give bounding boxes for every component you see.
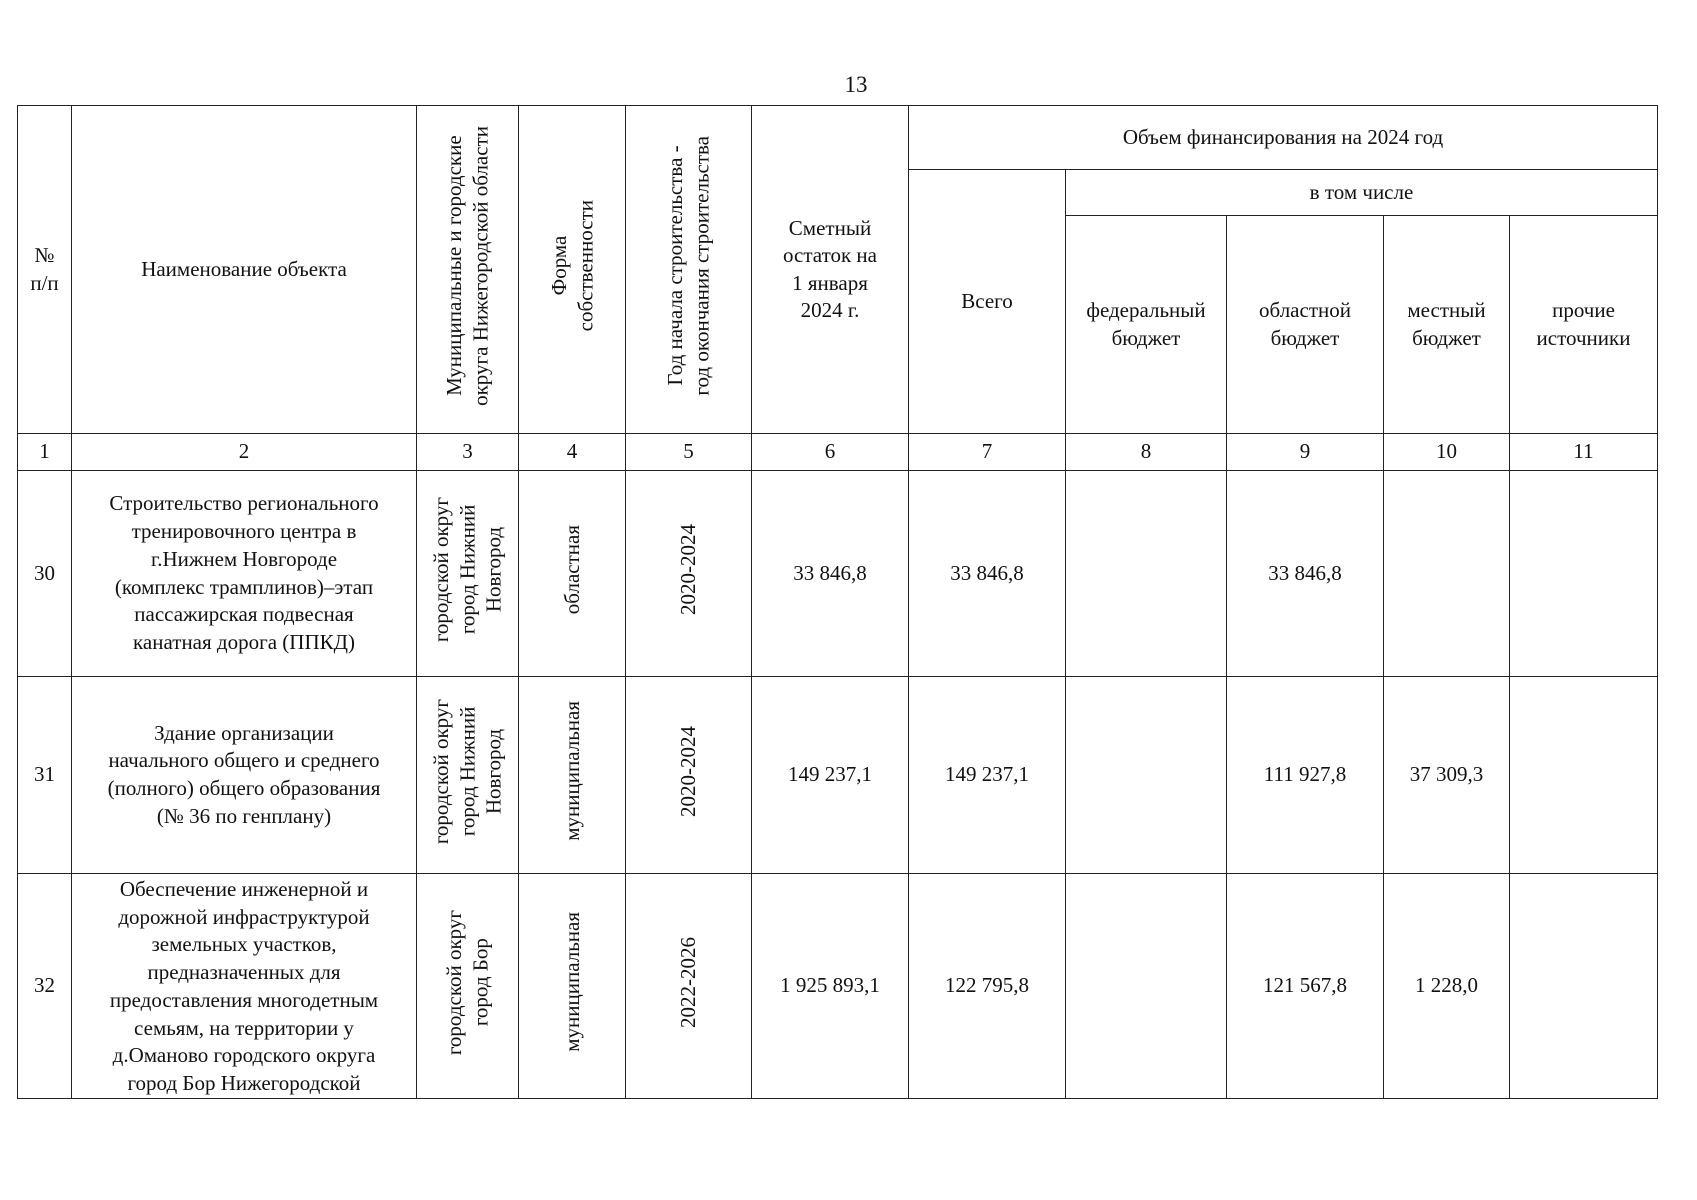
header-estimate-balance: Сметный остаток на 1 января 2024 г. xyxy=(752,106,909,434)
estimate-cell: 33 846,8 xyxy=(752,471,909,677)
column-number: 2 xyxy=(72,434,417,471)
header-including: в том числе xyxy=(1066,170,1658,216)
municipality-cell: городской округ город Бор xyxy=(417,874,519,1099)
local-cell: 37 309,3 xyxy=(1384,677,1510,874)
column-number: 10 xyxy=(1384,434,1510,471)
construction-funding-table xyxy=(17,105,1658,1099)
header-construction-years: Год начала строительства - год окончания строительства xyxy=(626,106,752,434)
column-number: 1 xyxy=(18,434,72,471)
row-number: 31 xyxy=(18,677,72,874)
total-cell: 122 795,8 xyxy=(909,874,1066,1099)
other-cell xyxy=(1510,874,1658,1099)
table-row xyxy=(18,874,1658,1099)
estimate-cell: 1 925 893,1 xyxy=(752,874,909,1099)
column-number: 7 xyxy=(909,434,1066,471)
header-total: Всего xyxy=(909,170,1066,434)
local-cell: 1 228,0 xyxy=(1384,874,1510,1099)
column-number-row xyxy=(18,434,1658,471)
years-cell: 2020-2024 xyxy=(626,471,752,677)
column-number: 5 xyxy=(626,434,752,471)
header-federal-budget: федеральный бюджет xyxy=(1066,216,1227,434)
federal-cell xyxy=(1066,874,1227,1099)
column-number: 4 xyxy=(519,434,626,471)
federal-cell xyxy=(1066,471,1227,677)
ownership-cell: муниципальная xyxy=(519,874,626,1099)
column-number: 9 xyxy=(1227,434,1384,471)
estimate-cell: 149 237,1 xyxy=(752,677,909,874)
ownership-cell: муниципальная xyxy=(519,677,626,874)
regional-cell: 111 927,8 xyxy=(1227,677,1384,874)
object-name: Обеспечение инженерной и дорожной инфраструктурой земельных участков, предназначенных для предоставления многодетным семьям, на территории у д.Оманово городского округа город Бор Нижегородской xyxy=(72,874,417,1099)
municipality-cell: городской округ город Нижний Новгород xyxy=(417,677,519,874)
federal-cell xyxy=(1066,677,1227,874)
total-cell: 33 846,8 xyxy=(909,471,1066,677)
other-cell xyxy=(1510,677,1658,874)
ownership-cell: областная xyxy=(519,471,626,677)
row-number: 30 xyxy=(18,471,72,677)
column-number: 6 xyxy=(752,434,909,471)
table-header xyxy=(18,106,1658,471)
column-number: 11 xyxy=(1510,434,1658,471)
object-name: Здание организации начального общего и среднего (полного) общего образования (№ 36 по генплану) xyxy=(72,677,417,874)
table-row xyxy=(18,471,1658,677)
header-number: № п/п xyxy=(18,106,72,434)
page-number: 13 xyxy=(844,72,868,97)
other-cell xyxy=(1510,471,1658,677)
header-object-name: Наименование объекта xyxy=(72,106,417,434)
header-regional-budget: областной бюджет xyxy=(1227,216,1384,434)
header-funding-volume: Объем финансирования на 2024 год xyxy=(909,106,1658,170)
years-cell: 2020-2024 xyxy=(626,677,752,874)
header-ownership-form: Форма собственности xyxy=(519,106,626,434)
years-cell: 2022-2026 xyxy=(626,874,752,1099)
regional-cell: 33 846,8 xyxy=(1227,471,1384,677)
row-number: 32 xyxy=(18,874,72,1099)
municipality-cell: городской округ город Нижний Новгород xyxy=(417,471,519,677)
header-municipality: Муниципальные и городские округа Нижегородской области xyxy=(417,106,519,434)
regional-cell: 121 567,8 xyxy=(1227,874,1384,1099)
total-cell: 149 237,1 xyxy=(909,677,1066,874)
header-local-budget: местный бюджет xyxy=(1384,216,1510,434)
column-number: 3 xyxy=(417,434,519,471)
table-row xyxy=(18,677,1658,874)
header-other-sources: прочие источники xyxy=(1510,216,1658,434)
local-cell xyxy=(1384,471,1510,677)
object-name: Строительство регионального тренировочного центра в г.Нижнем Новгороде (комплекс трамплинов)–этап пассажирская подвесная канатная дорога (ППКД) xyxy=(72,471,417,677)
column-number: 8 xyxy=(1066,434,1227,471)
